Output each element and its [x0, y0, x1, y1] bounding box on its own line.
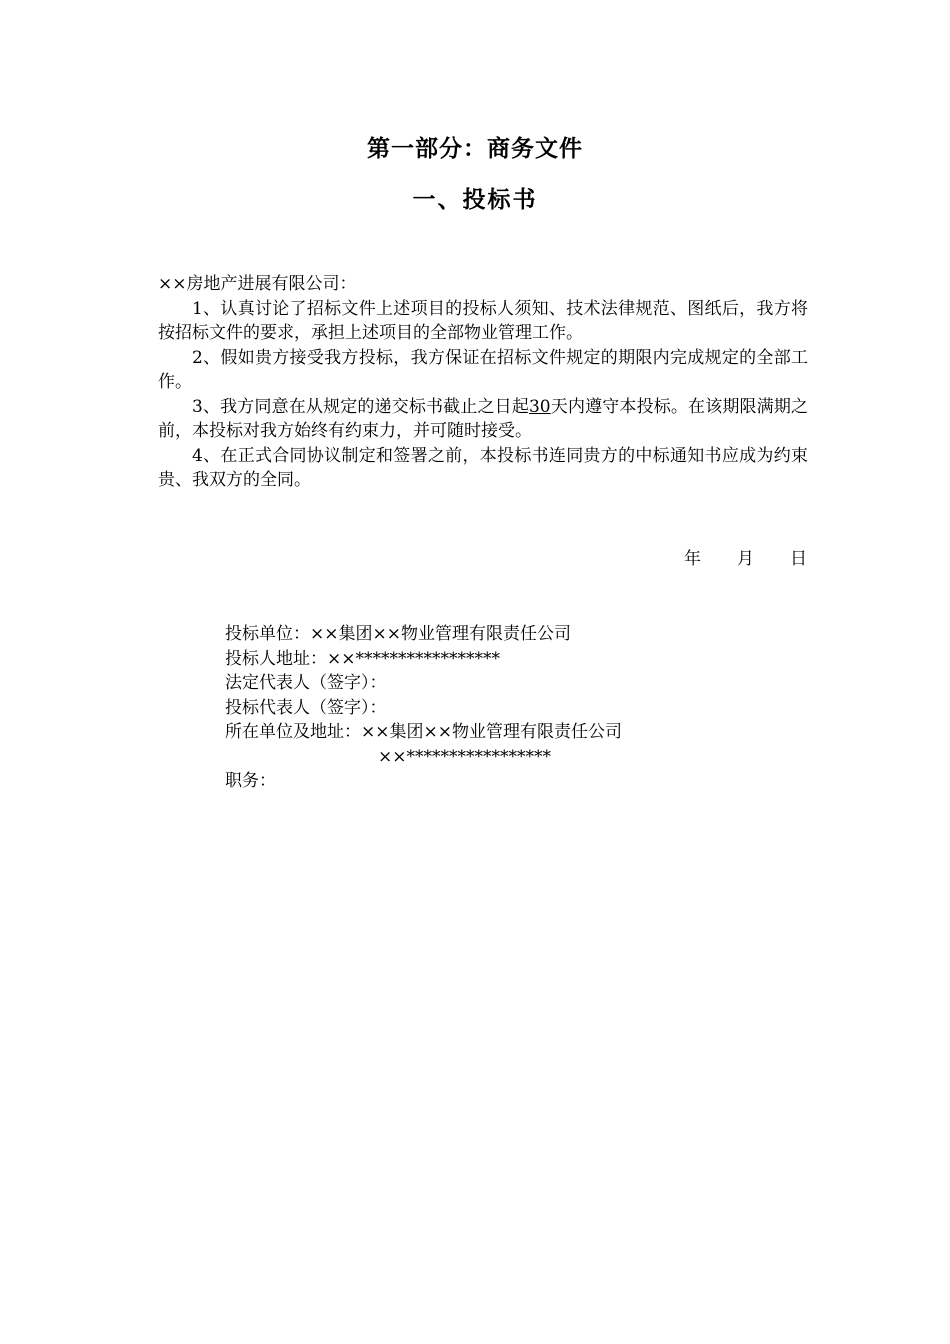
- validity-days: 30: [528, 396, 551, 417]
- signature-block: [225, 622, 622, 794]
- addressee: ××房地产进展有限公司：: [158, 274, 357, 294]
- clause-3-before: 3、我方同意在从规定的递交标书截止之日起: [192, 396, 529, 417]
- part-title: 第一部分：商务文件: [367, 135, 583, 162]
- clause-3: [158, 395, 808, 444]
- date-year: 年: [684, 549, 701, 569]
- clause-2: 2、假如贵方接受我方投标，我方保证在招标文件规定的期限内完成规定的全部工作。: [158, 347, 808, 392]
- clause-4: 4、在正式合同协议制定和签署之前，本投标书连同贵方的中标通知书应成为约束贵、我双方的全同。: [158, 445, 808, 490]
- unit-address-continued: ××*****************: [378, 746, 551, 767]
- bidder-unit: 投标单位：××集团××物业管理有限责任公司: [225, 624, 571, 644]
- date-day: 日: [790, 549, 807, 569]
- position: 职务：: [225, 771, 276, 791]
- date-line: [684, 547, 807, 571]
- clause-1: 1、认真讨论了招标文件上述项目的投标人须知、技术法律规范、图纸后，我方将按招标文件的要求，承担上述项目的全部物业管理工作。: [158, 298, 808, 343]
- unit-and-address: 所在单位及地址：××集团××物业管理有限责任公司: [225, 722, 622, 742]
- bid-representative: 投标代表人（签字）：: [225, 697, 387, 718]
- letter-body: [158, 272, 808, 493]
- date-month: 月: [737, 549, 754, 569]
- bidder-address: 投标人地址：××*****************: [225, 648, 500, 669]
- clause-3-after: 天内遵守本投标。在该期限满期之前，本投标对我方始终有约束力，并可随时接受。: [158, 396, 808, 441]
- legal-representative: 法定代表人（签字）：: [225, 673, 387, 693]
- section-title: 一、投标书: [412, 186, 538, 213]
